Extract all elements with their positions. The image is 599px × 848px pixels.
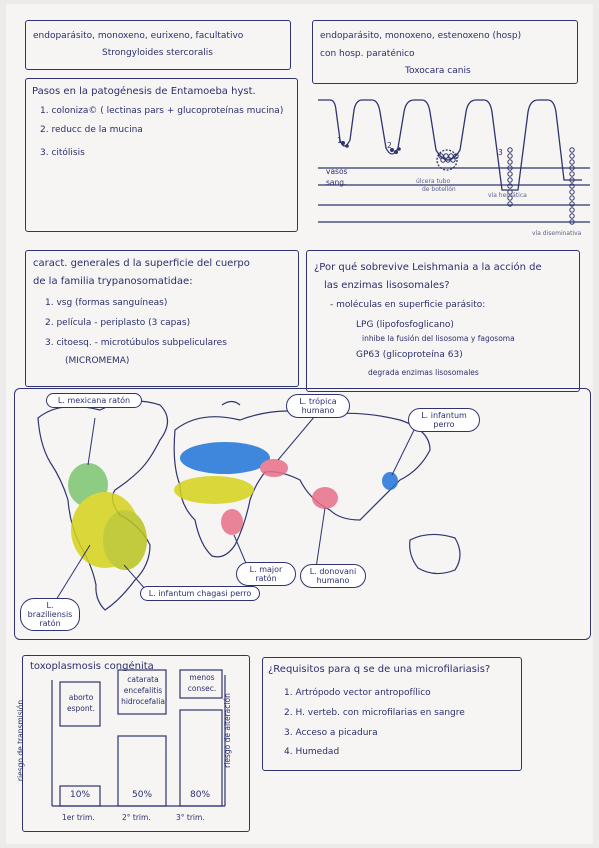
box5-gp63-note: degrada enzimas lisosomales <box>368 368 479 377</box>
box7-item-1: 1. Artrópodo vector antropofílico <box>284 688 431 698</box>
toxo-cell-menos: menos consec. <box>187 673 217 693</box>
box3-step-2: 2. reducc de la mucina <box>40 125 143 135</box>
box2-line2: con hosp. paraténico <box>320 49 415 59</box>
map-label-l-mexicana: L. mexicana ratón <box>46 393 142 408</box>
toxo-pct-2: 50% <box>132 790 153 800</box>
box4-item-2: 2. película - periplasto (3 capas) <box>45 318 191 328</box>
toxo-x-3: 3° trim. <box>176 813 205 822</box>
map-label-l-braziliensis: L. braziliensis ratón <box>20 598 80 631</box>
box5-lpg-note: inhibe la fusión del lisosoma y fagosoma <box>362 334 515 343</box>
box4-title: caract. generales d la superficie del cuerpo <box>33 258 250 269</box>
box1-line2: Strongyloides stercoralis <box>102 48 213 58</box>
toxo-cell-catarata: catarata encefalitis hidrocefalia <box>121 675 165 706</box>
diagram-step-1: 1 <box>337 136 342 145</box>
diagram-sang: sang. <box>326 178 347 187</box>
box5-title: ¿Por qué sobrevive Leishmania a la acción de <box>314 262 542 273</box>
box5-title-2: las enzimas lisosomales? <box>324 280 450 291</box>
map-label-l-major: L. major ratón <box>236 562 296 586</box>
box7-item-3: 3. Acceso a picadura <box>284 728 378 738</box>
box3-step-3: 3. citólisis <box>40 148 85 158</box>
toxo-x-2: 2° trim. <box>122 813 151 822</box>
box2-line1: endoparásito, monoxeno, estenoxeno (hosp) <box>320 31 522 41</box>
box7-item-4: 4. Humedad <box>284 747 340 757</box>
box4-title-2: de la familia trypanosomatidae: <box>33 276 193 287</box>
box5-lead: - moléculas en superficie parásito: <box>330 300 486 310</box>
box4-item-3: 3. citoesq. - microtúbulos subpeliculares <box>45 338 227 348</box>
box7-title: ¿Requisitos para q se de una microfilariasis? <box>268 664 491 675</box>
diagram-ulcera-2: de botellón <box>422 186 456 193</box>
box7-item-2: 2. H. verteb. con microfilarias en sangre <box>284 708 465 718</box>
toxo-ylabel-right: riesgo de alteración <box>222 693 232 768</box>
toxo-pct-3: 80% <box>190 790 211 800</box>
box3-step-1: 1. coloniza© ( lectinas pars + glucoproteínas mucina) <box>40 106 284 116</box>
toxo-x-1: 1er trim. <box>62 813 95 822</box>
diagram-step-2: 2 <box>387 141 392 150</box>
box5-gp63: GP63 (glicoproteína 63) <box>356 350 463 360</box>
box4-item-1: 1. vsg (formas sanguíneas) <box>45 298 168 308</box>
toxo-cell-aborto: aborto espont. <box>67 693 95 713</box>
box1-line1: endoparásito, monoxeno, eurixeno, facultativo <box>33 31 244 41</box>
box2-line3: Toxocara canis <box>405 66 471 76</box>
toxo-pct-1: 10% <box>70 790 91 800</box>
map-label-l-donovani: L. donovani humano <box>300 564 366 588</box>
diagram-step-3: 3 <box>498 148 503 157</box>
diagram-ulcera-1: úlcera tubo <box>416 178 451 185</box>
box6-title: toxoplasmosis congénita <box>30 661 154 672</box>
box4-item-4: (MICROMEMA) <box>65 356 130 366</box>
box5-lpg: LPG (lipofosfoglicano) <box>356 320 454 330</box>
map-label-l-infantum-chagasi: L. infantum chagasi perro <box>140 586 260 601</box>
diagram-via-hematica: vía hemática <box>488 192 527 199</box>
map-label-l-infantum: L. infantum perro <box>408 408 480 432</box>
box3-title: Pasos en la patogénesis de Entamoeba hyst. <box>32 86 256 97</box>
map-label-l-tropica: L. trópica humano <box>286 394 350 418</box>
diagram-vasos: vasos <box>326 167 348 176</box>
toxo-ylabel-left: riesgo de transmisión <box>16 699 26 782</box>
diagram-via-diseminativa: vía diseminativa <box>532 230 582 237</box>
